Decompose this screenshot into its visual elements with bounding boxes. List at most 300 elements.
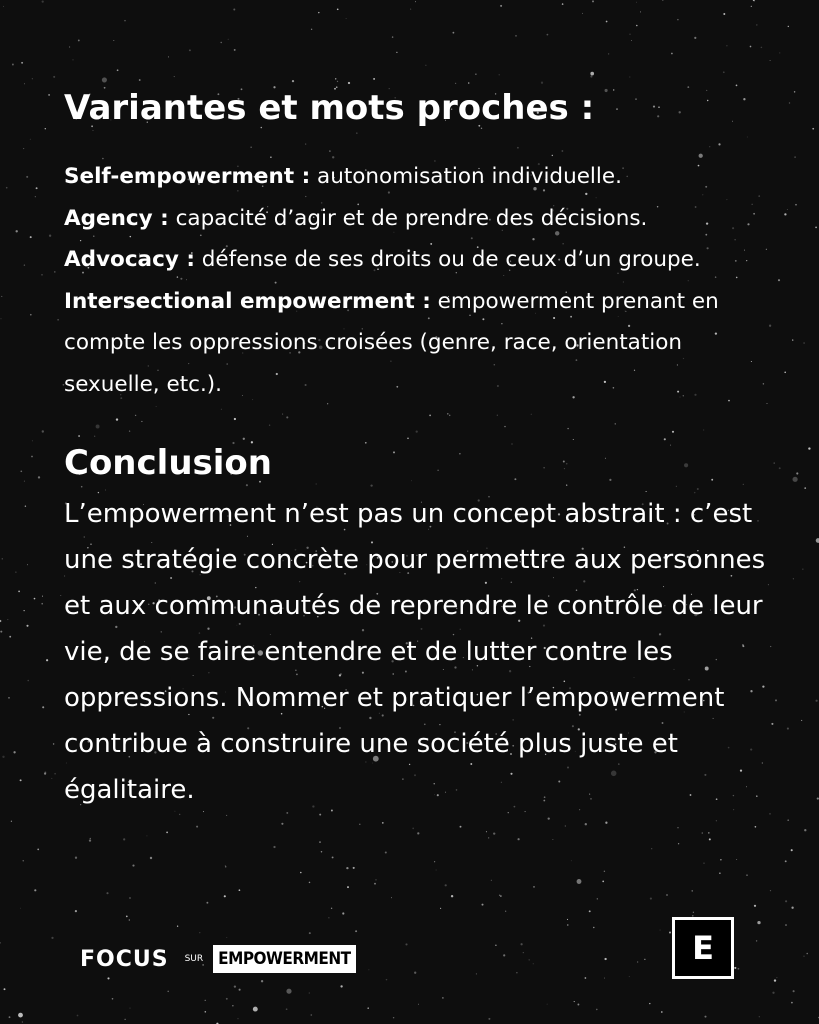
star (31, 456, 33, 458)
star (30, 314, 32, 316)
star (791, 907, 793, 909)
star (412, 828, 414, 830)
star (292, 80, 294, 82)
star (720, 859, 721, 860)
empowerment-badge: EMPOWERMENT (213, 945, 355, 973)
star (482, 904, 484, 906)
star (261, 980, 263, 982)
star (57, 319, 59, 321)
star (353, 867, 355, 869)
star (754, 905, 756, 907)
star (590, 72, 594, 76)
star (597, 898, 598, 899)
star (791, 849, 793, 851)
star (493, 832, 495, 834)
star (102, 77, 107, 82)
star (45, 128, 46, 129)
variant-definition: autonomisation individuelle. (310, 164, 622, 189)
star (18, 591, 20, 593)
star (436, 870, 437, 871)
star (486, 831, 487, 832)
star (719, 873, 720, 874)
star (69, 46, 70, 47)
star (129, 897, 131, 899)
logo-letter: E (692, 929, 714, 967)
star (585, 977, 587, 979)
star (505, 911, 506, 912)
star (515, 35, 516, 36)
star (374, 883, 376, 885)
star (650, 898, 652, 900)
star (757, 921, 760, 924)
list-item (64, 156, 774, 198)
star (533, 886, 535, 888)
star (0, 942, 1, 943)
star (567, 919, 568, 920)
star (803, 955, 805, 957)
star (355, 930, 357, 932)
star (26, 176, 28, 178)
star (751, 6, 752, 7)
star (6, 187, 8, 189)
star (24, 610, 25, 611)
star (35, 196, 36, 197)
star (54, 773, 56, 775)
star (15, 571, 16, 572)
star (27, 680, 29, 682)
star (41, 274, 43, 276)
star (342, 912, 344, 914)
star (34, 889, 36, 891)
star (806, 953, 808, 955)
star (34, 598, 36, 600)
star (125, 1019, 126, 1020)
star (393, 1017, 394, 1018)
star (756, 940, 757, 941)
star (226, 815, 227, 816)
star (500, 895, 502, 897)
star (12, 64, 14, 66)
star (453, 32, 455, 34)
star (112, 998, 114, 1000)
star (709, 838, 711, 840)
star (310, 1014, 312, 1016)
star (124, 20, 126, 22)
star (30, 139, 31, 140)
star (784, 213, 786, 215)
star (499, 74, 500, 75)
star (38, 476, 40, 478)
star (226, 998, 228, 1000)
star (442, 997, 444, 999)
star (589, 910, 591, 912)
star (22, 1021, 23, 1022)
star (666, 894, 668, 896)
star (199, 932, 200, 933)
star (794, 156, 796, 158)
star (2, 558, 3, 559)
star (414, 972, 416, 974)
focus-label: FOCUS (80, 946, 169, 972)
star (606, 21, 608, 23)
star (787, 728, 789, 730)
star (73, 59, 74, 60)
main-content (64, 86, 774, 813)
star (130, 1008, 131, 1009)
star (286, 1008, 288, 1010)
star (132, 865, 134, 867)
star (225, 865, 226, 866)
star (77, 1015, 79, 1017)
star (651, 848, 652, 849)
e-logo-icon (672, 917, 734, 979)
star (631, 40, 632, 41)
star (770, 890, 771, 891)
star (596, 1009, 598, 1011)
star (24, 481, 25, 482)
star (488, 1018, 490, 1020)
star (9, 636, 11, 638)
star (42, 706, 44, 708)
star (253, 1007, 258, 1012)
star (75, 910, 77, 912)
star (177, 926, 178, 927)
star (636, 25, 638, 27)
star (0, 620, 1, 622)
star (759, 1016, 760, 1017)
star (746, 874, 747, 875)
star (792, 339, 793, 340)
star (32, 441, 33, 442)
star (784, 372, 786, 374)
star (311, 29, 312, 30)
star (20, 908, 21, 909)
star (331, 908, 332, 909)
star (319, 841, 320, 842)
star (37, 849, 39, 851)
star (787, 819, 789, 821)
star (547, 34, 549, 36)
star (23, 148, 24, 149)
star (239, 889, 241, 891)
star (801, 720, 802, 721)
star (577, 879, 582, 884)
star (113, 40, 114, 41)
star (123, 838, 125, 840)
star (415, 1, 416, 2)
star (488, 837, 489, 838)
star (756, 24, 758, 26)
star (332, 856, 334, 858)
star (434, 861, 435, 862)
star (375, 879, 377, 881)
star (774, 979, 776, 981)
star (21, 62, 23, 64)
variant-definition: défense de ses droits ou de ceux d’un groupe. (194, 247, 701, 272)
star (495, 945, 497, 947)
star (309, 932, 311, 934)
star (694, 37, 696, 39)
star (503, 954, 505, 956)
star (23, 860, 24, 861)
star (629, 34, 630, 35)
star (234, 985, 236, 987)
star (391, 897, 392, 898)
star (226, 937, 227, 938)
star (0, 631, 2, 633)
star (804, 487, 806, 489)
star (565, 825, 566, 826)
star (189, 49, 191, 51)
star (53, 743, 54, 744)
star (42, 430, 44, 432)
star (604, 958, 606, 960)
star (547, 1004, 548, 1005)
star (13, 751, 15, 753)
star (196, 826, 198, 828)
star (593, 927, 594, 928)
star (708, 832, 710, 834)
star (239, 989, 241, 991)
star (775, 699, 777, 701)
star (225, 866, 227, 868)
star (30, 236, 32, 238)
star (89, 839, 91, 841)
star (796, 472, 798, 474)
sur-label: SUR (184, 954, 204, 964)
star (11, 821, 12, 822)
star (0, 318, 1, 319)
star (552, 839, 553, 840)
star (25, 505, 26, 506)
star (723, 13, 725, 15)
star (802, 569, 803, 570)
star (1, 296, 2, 297)
star (523, 952, 524, 953)
star (787, 209, 788, 210)
star (629, 76, 630, 77)
star (337, 8, 339, 10)
star (792, 477, 797, 482)
star (321, 851, 322, 852)
star (46, 659, 48, 661)
variant-definition: capacité d’agir et de prendre des décisions. (168, 205, 648, 231)
star (309, 993, 310, 994)
star (24, 264, 25, 265)
star (677, 19, 679, 21)
star (755, 826, 757, 828)
star (692, 890, 693, 891)
star (205, 1000, 206, 1001)
star (368, 969, 369, 970)
star (660, 930, 661, 931)
star (592, 0, 594, 2)
star (382, 822, 384, 824)
list-item (64, 239, 774, 281)
star (7, 619, 8, 620)
star (228, 39, 229, 40)
star (405, 943, 407, 945)
star (18, 1013, 23, 1018)
star (51, 778, 52, 779)
star (455, 83, 456, 84)
star (346, 18, 347, 19)
star (548, 817, 550, 819)
star (529, 959, 530, 960)
star (53, 76, 55, 78)
star (300, 872, 302, 874)
star (571, 860, 572, 861)
star (51, 937, 53, 939)
variant-term: Advocacy : (64, 247, 195, 272)
star (367, 1007, 369, 1009)
star (785, 900, 787, 902)
star (337, 81, 338, 82)
star (392, 36, 393, 37)
star (812, 128, 814, 130)
star (205, 1011, 207, 1013)
star (726, 45, 727, 46)
star (445, 884, 447, 886)
star (75, 857, 77, 859)
star (8, 697, 9, 698)
star (779, 52, 780, 53)
star (26, 625, 28, 627)
star (671, 53, 673, 55)
star (678, 843, 679, 844)
star (4, 988, 6, 990)
star (340, 985, 342, 987)
star (233, 9, 235, 11)
star (649, 1003, 650, 1004)
star (373, 78, 375, 80)
star (704, 1016, 706, 1018)
star (281, 823, 283, 825)
star (286, 989, 291, 994)
star (20, 779, 22, 781)
star (574, 1001, 575, 1002)
variant-definition: empowerment prenant en compte les oppressions croisées (genre, race, orientation sexuelle, etc.). (64, 288, 719, 397)
star (117, 69, 119, 71)
star (328, 917, 329, 918)
star (167, 991, 168, 992)
list-item (64, 198, 774, 240)
star (608, 53, 609, 54)
star (20, 470, 22, 472)
star (126, 916, 128, 918)
star (816, 700, 818, 702)
star (785, 924, 787, 926)
star (309, 882, 311, 884)
star (146, 835, 147, 836)
star (604, 978, 605, 979)
star (9, 1016, 11, 1018)
star (418, 1004, 419, 1005)
star (794, 91, 795, 92)
star (734, 967, 736, 969)
star (677, 827, 678, 828)
star (788, 26, 789, 27)
star (791, 1002, 793, 1004)
star (2, 756, 4, 758)
star (500, 5, 502, 7)
variants-list (64, 156, 774, 405)
star (761, 47, 763, 49)
star (640, 11, 641, 12)
variant-term: Agency : (64, 205, 169, 231)
star (359, 824, 360, 825)
star (723, 71, 725, 73)
star (3, 6, 4, 7)
variant-term: Intersectional empowerment : (64, 288, 431, 314)
star (604, 871, 605, 872)
star (385, 851, 387, 853)
star (27, 564, 28, 565)
star (468, 82, 470, 84)
star (702, 832, 704, 834)
star (49, 235, 51, 237)
star (44, 772, 46, 774)
star (808, 447, 810, 449)
star (106, 892, 108, 894)
star (661, 1011, 663, 1013)
star (793, 990, 795, 992)
star (234, 49, 236, 51)
star (460, 826, 462, 828)
star (220, 42, 221, 43)
star (776, 977, 777, 978)
star (42, 1, 44, 3)
star (318, 12, 319, 13)
star (232, 1005, 233, 1006)
star (567, 924, 568, 925)
star (166, 832, 168, 834)
star (803, 342, 805, 344)
star (779, 467, 781, 469)
conclusion-title: Conclusion (64, 443, 272, 483)
star (517, 838, 519, 840)
star (410, 9, 411, 10)
star (778, 279, 780, 281)
star (60, 595, 61, 596)
star (491, 880, 492, 881)
star (90, 838, 92, 840)
variants-title: Variantes et mots proches : (64, 88, 595, 128)
star (736, 859, 737, 860)
star (750, 46, 752, 48)
star (107, 977, 109, 979)
star (179, 814, 180, 815)
star (770, 60, 771, 61)
star (793, 578, 794, 579)
star (669, 931, 671, 933)
star (804, 829, 806, 831)
star (693, 912, 694, 913)
star (16, 230, 18, 232)
star (533, 963, 534, 964)
star (451, 895, 453, 897)
star (704, 863, 705, 864)
star (605, 822, 607, 824)
star (440, 908, 441, 909)
star (716, 820, 717, 821)
star (738, 968, 740, 970)
star (24, 83, 25, 84)
star (602, 881, 604, 883)
star (417, 832, 419, 834)
star (319, 814, 321, 816)
star (48, 94, 50, 96)
